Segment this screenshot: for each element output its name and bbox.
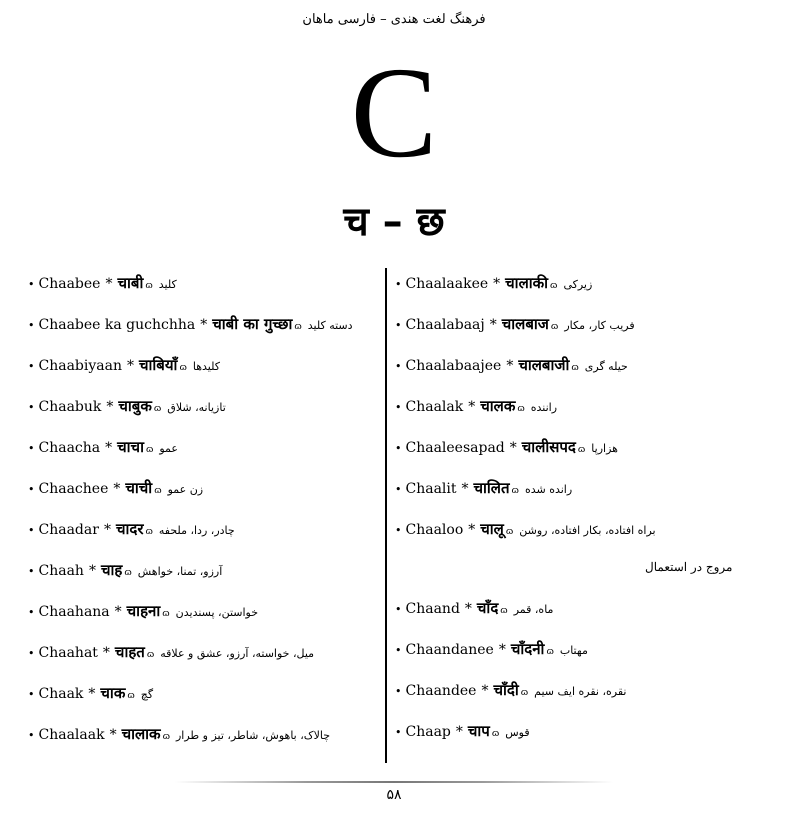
entry-hindi: चाँद [476, 599, 499, 617]
entry-persian: هزارپا [591, 442, 618, 455]
entry-transliteration: Chaalaak [38, 727, 105, 743]
page-header-title: فرهنگ لغت هندی – فارسی ماهان [302, 12, 486, 27]
entry-mark-icon: ɷ [153, 404, 162, 414]
entry-hindi: चाची [125, 479, 153, 497]
entry-separator: * [461, 481, 469, 497]
entry-persian: آرزو، تمنا، خواهش [137, 565, 223, 578]
bullet-icon: • [395, 278, 402, 291]
page-number: ۵۸ [386, 787, 402, 803]
left-column [28, 270, 378, 762]
entry-hindi: चालीसपद [521, 438, 576, 456]
entry-mark-icon: ɷ [162, 732, 170, 742]
entry-mark-icon: ɷ [179, 363, 187, 373]
bullet-icon: • [28, 729, 35, 742]
entry-hindi: चालबाजी [518, 356, 570, 374]
entry-hindi: चादर [115, 520, 144, 538]
entry-transliteration: Chaabuk [38, 399, 102, 415]
dictionary-entry [28, 557, 378, 598]
entry-transliteration: Chaahat [38, 645, 98, 661]
dictionary-entry [395, 475, 775, 516]
entry-separator: * [114, 604, 122, 620]
bullet-icon: • [28, 524, 35, 537]
bullet-icon: • [28, 565, 35, 578]
entry-mark-icon: ɷ [546, 647, 554, 657]
bullet-icon: • [28, 401, 35, 414]
entry-mark-icon: ɷ [154, 486, 162, 496]
dictionary-entry [395, 352, 775, 393]
entry-separator: * [464, 601, 472, 617]
entry-persian: زن عمو [167, 483, 204, 496]
dictionary-entry [28, 516, 378, 557]
dictionary-entry [28, 352, 378, 393]
dictionary-entry [28, 311, 378, 352]
entry-mark-icon: ɷ [577, 445, 586, 455]
entry-hindi: चाबी का गुच्छा [212, 315, 293, 333]
entry-transliteration: Chaalit [405, 481, 457, 497]
bullet-icon: • [28, 278, 35, 291]
entry-separator: * [455, 724, 463, 740]
entry-separator: * [113, 481, 121, 497]
entry-transliteration: Chaand [405, 601, 460, 617]
entry-separator: * [489, 317, 497, 333]
entry-persian: چالاک، باهوش، شاطر، تیز و طرار [175, 729, 331, 742]
entry-separator: * [468, 522, 476, 538]
entry-transliteration: Chaap [405, 724, 451, 740]
entry-persian: چادر، ردا، ملحفه [158, 524, 235, 537]
dictionary-entry [395, 311, 775, 352]
entry-transliteration: Chaahana [38, 604, 110, 620]
dictionary-entry [395, 718, 775, 759]
entry-hindi: चालाक [121, 725, 161, 743]
entry-separator: * [102, 645, 110, 661]
bullet-icon: • [28, 319, 35, 332]
entry-separator: * [105, 276, 113, 292]
section-letter: C [350, 41, 438, 185]
bullet-icon: • [28, 483, 35, 496]
entry-persian: قوس [505, 726, 530, 739]
entry-mark-icon: ɷ [505, 527, 514, 537]
entry-transliteration: Chaabee [38, 276, 101, 292]
dictionary-entry [395, 677, 775, 718]
entry-transliteration: Chaadar [38, 522, 99, 538]
entry-transliteration: Chaaleesapad [405, 440, 505, 456]
entry-mark-icon: ɷ [517, 404, 525, 414]
entry-persian: خواستن، پسندیدن [175, 606, 259, 619]
entry-separator: * [103, 522, 111, 538]
entry-transliteration: Chaachee [38, 481, 109, 497]
entry-mark-icon: ɷ [145, 445, 154, 455]
dictionary-entry [28, 393, 378, 434]
bullet-icon: • [395, 483, 402, 496]
entry-persian: کلید [158, 278, 177, 291]
entry-hindi: चाह [100, 561, 123, 579]
entry-transliteration: Chaak [38, 686, 84, 702]
entry-separator: * [493, 276, 501, 292]
entry-persian: حیله گری [584, 360, 628, 373]
entry-persian: تازیانه، شلاق [167, 401, 226, 414]
bullet-icon: • [28, 360, 35, 373]
entry-mark-icon: ɷ [500, 606, 508, 616]
dictionary-entry [28, 721, 378, 762]
entry-hindi: चालबाज [501, 315, 549, 333]
entry-mark-icon: ɷ [146, 650, 155, 660]
bullet-icon: • [395, 524, 402, 537]
dictionary-entry [28, 475, 378, 516]
entry-persian: عمو [159, 442, 178, 455]
dictionary-entry [28, 434, 378, 475]
entry-transliteration: Chaabee ka guchchha [38, 317, 196, 333]
entry-separator: * [468, 399, 476, 415]
dictionary-entry [395, 393, 775, 434]
devanagari-range-title: च – छ [343, 199, 445, 245]
entry-mark-icon: ɷ [162, 609, 170, 619]
entry-persian: دسته کلید [307, 319, 353, 332]
entry-hindi: चालक [480, 397, 516, 415]
dictionary-entry [28, 270, 378, 311]
entry-mark-icon: ɷ [571, 363, 579, 373]
entry-hindi: चाक [100, 684, 126, 702]
right-column [395, 270, 775, 759]
entry-hindi: चालित [473, 479, 510, 497]
bullet-icon: • [395, 726, 402, 739]
bullet-icon: • [395, 685, 402, 698]
entry-transliteration: Chaalak [405, 399, 464, 415]
entry-persian: زیرکی [563, 278, 593, 291]
entry-transliteration: Chaabiyaan [38, 358, 122, 374]
entry-separator: * [498, 642, 506, 658]
dictionary-entry [395, 434, 775, 475]
entry-hindi: चाचा [117, 438, 144, 456]
entry-transliteration: Chaacha [38, 440, 101, 456]
entry-mark-icon: ɷ [145, 281, 153, 291]
dictionary-entry [28, 680, 378, 721]
entry-separator: * [506, 358, 514, 374]
entry-persian: گچ [140, 688, 154, 701]
entry-transliteration: Chaalabaaj [405, 317, 485, 333]
entry-mark-icon: ɷ [491, 729, 500, 739]
entry-separator: * [106, 399, 114, 415]
bullet-icon: • [395, 319, 402, 332]
entry-hindi: चाहना [126, 602, 161, 620]
bullet-icon: • [395, 360, 402, 373]
bullet-icon: • [28, 647, 35, 660]
entry-hindi: चालाकी [505, 274, 549, 292]
entry-separator: * [126, 358, 134, 374]
bullet-icon: • [395, 442, 402, 455]
entry-persian: مهتاب [559, 644, 588, 657]
entry-persian: کلیدها [192, 360, 220, 373]
entry-hindi: चालू [480, 520, 504, 538]
entry-separator: * [88, 563, 96, 579]
entry-hindi: चाँदनी [510, 640, 545, 658]
entry-hindi: चाहत [114, 643, 145, 661]
entry-separator: * [481, 683, 489, 699]
dictionary-entry [395, 595, 775, 636]
usage-note: مروج در استعمال [645, 560, 733, 574]
entry-mark-icon: ɷ [511, 486, 519, 496]
bullet-icon: • [395, 644, 402, 657]
entry-mark-icon: ɷ [127, 691, 135, 701]
entry-mark-icon: ɷ [550, 281, 558, 291]
entry-mark-icon: ɷ [294, 322, 302, 332]
entry-mark-icon: ɷ [550, 322, 559, 332]
dictionary-entry [28, 598, 378, 639]
bullet-icon: • [395, 603, 402, 616]
entry-persian: راننده [530, 401, 558, 414]
bullet-icon: • [28, 442, 35, 455]
entry-hindi: चाबी [117, 274, 144, 292]
dictionary-entry [28, 639, 378, 680]
dictionary-entry [395, 516, 775, 557]
entry-transliteration: Chaandee [405, 683, 477, 699]
entry-hindi: चाबुक [118, 397, 152, 415]
entry-persian: میل، خواسته، آرزو، عشق و علاقه [160, 647, 315, 660]
entry-separator: * [200, 317, 208, 333]
entry-hindi: चाप [467, 722, 490, 740]
bullet-icon: • [28, 688, 35, 701]
dictionary-entry [395, 636, 775, 677]
entry-persian: براه افتاده، بکار افتاده، روشن [519, 524, 656, 537]
entry-persian: ماه، قمر [513, 603, 554, 616]
entry-separator: * [509, 440, 517, 456]
entry-mark-icon: ɷ [145, 527, 153, 537]
footer-rule [175, 781, 613, 783]
entry-transliteration: Chaaloo [405, 522, 464, 538]
entry-hindi: चाबियाँ [138, 356, 178, 374]
entry-mark-icon: ɷ [520, 688, 529, 698]
entry-hindi: चाँदी [493, 681, 519, 699]
entry-transliteration: Chaalaakee [405, 276, 489, 292]
entry-transliteration: Chaalabaajee [405, 358, 502, 374]
entry-separator: * [105, 440, 113, 456]
entry-separator: * [109, 727, 117, 743]
entry-persian: نقره، نقره ایف سیم [534, 685, 627, 698]
bullet-icon: • [28, 606, 35, 619]
entry-persian: فریب کار، مکار [564, 319, 635, 332]
dictionary-entry [395, 270, 775, 311]
column-divider [385, 268, 387, 763]
entry-transliteration: Chaandanee [405, 642, 494, 658]
entry-separator: * [88, 686, 96, 702]
entry-transliteration: Chaah [38, 563, 84, 579]
entry-mark-icon: ɷ [124, 568, 132, 578]
entry-persian: رانده شده [524, 483, 573, 496]
bullet-icon: • [395, 401, 402, 414]
